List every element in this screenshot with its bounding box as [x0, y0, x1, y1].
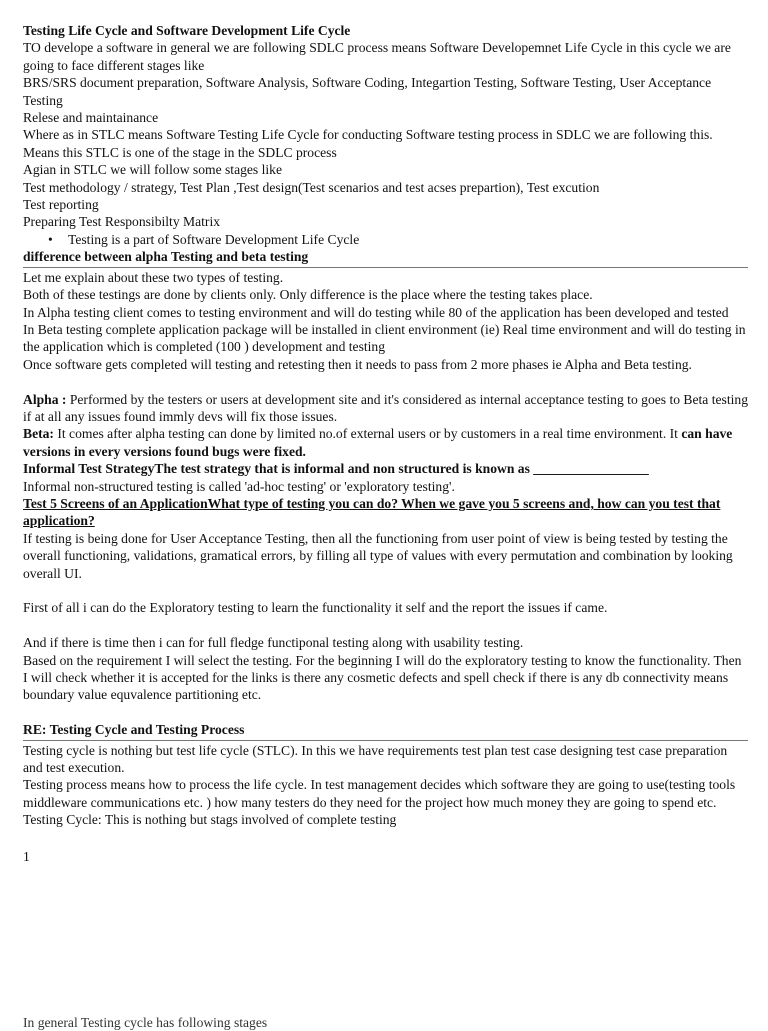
alpha-paragraph: [23, 391, 748, 426]
paragraph: Based on the requirement I will select the testing. For the beginning I will do the exploratory testing to know the functionality. Then I will check whether it is accepted for the links is there any cosmetic defects and spell check if there is any db connectivity means boundary value equvalence partitioning etc.: [23, 652, 742, 703]
paragraph: Test methodology / strategy, Test Plan ,Test design(Test scenarios and test acses prepartion), Test excution: [23, 179, 600, 195]
paragraph: BRS/SRS document preparation, Software Analysis, Software Coding, Integartion Testing, Software Testing, User Acceptance Testing: [23, 75, 712, 108]
paragraph: In Beta testing complete application package will be installed in client environment (ie) Real time environment and will do testing in the application which is completed (100 ) development and testing: [23, 321, 746, 355]
bullet-list: [23, 231, 748, 248]
blank-line: [23, 704, 748, 721]
page-number: 1: [23, 848, 30, 864]
bullet-icon: •: [48, 231, 53, 247]
paragraph: Once software gets completed will testing and retesting then it needs to pass from 2 more phases ie Alpha and Beta testing.: [23, 356, 692, 372]
paragraph: Testing Cycle: This is nothing but stags involved of complete testing: [23, 812, 397, 828]
beta-text: It comes after alpha testing can done by limited no.of external users or by customers in a real time environment. It: [53, 426, 682, 442]
paragraph: Agian in STLC we will follow some stages like: [23, 162, 283, 178]
section-title-alpha-beta: difference between alpha Testing and beta testing: [23, 248, 748, 267]
beta-bold-tail: can have versions in every versions found bugs were fixed.: [23, 426, 733, 459]
section-title-lifecycle: Testing Life Cycle and Software Development Life Cycle: [23, 23, 351, 38]
paragraph: Relese and maintainance: [23, 110, 159, 126]
section-title-testing-cycle: RE: Testing Cycle and Testing Process: [23, 721, 748, 740]
paragraph: And if there is time then i can for full fledge functiponal testing along with usability testing.: [23, 635, 524, 651]
informal-strategy-heading: Informal Test StrategyThe test strategy that is informal and non structured is known as _________________: [23, 461, 649, 477]
paragraph: In Alpha testing client comes to testing environment and will do testing while 80 of the application has been developed and tested: [23, 304, 729, 320]
paragraph: Test reporting: [23, 197, 99, 213]
section-title-five-screens: Test 5 Screens of an ApplicationWhat type of testing you can do? When we gave you 5 screens and, how can you test that application?: [23, 495, 721, 529]
next-page-fragment: In general Testing cycle has following stages: [23, 1015, 268, 1030]
alpha-label: Alpha :: [23, 391, 67, 407]
paragraph: Preparing Test Responsibilty Matrix: [23, 214, 221, 230]
paragraph: Where as in STLC means Software Testing Life Cycle for conducting Software testing process in SDLC we are following this.: [23, 127, 713, 143]
paragraph: TO develope a software in general we are following SDLC process means Software Developemnet Life Cycle in this cycle we are going to face different stages like: [23, 40, 731, 73]
blank-line: [23, 617, 748, 634]
alpha-text: Performed by the testers or users at development site and it's considered as internal acceptance testing to goes to Beta testing if at all any issues found immly devs will fix those issues.: [23, 391, 748, 424]
beta-label: Beta:: [23, 426, 54, 442]
paragraph: Testing process means how to process the life cycle. In test management decides which software they are going to use(testing tools middleware communications etc. ) how many testers do they need for the project how much money they are going to spend etc.: [23, 777, 736, 810]
paragraph: If testing is being done for User Acceptance Testing, then all the functioning from user point of view is being tested by testing the overall functioning, validations, gramatical errors, by filling all type of values with every permutation and combination by looking overall UI.: [23, 530, 733, 581]
beta-paragraph: [23, 425, 748, 460]
paragraph: Let me explain about these two types of testing.: [23, 269, 284, 285]
list-item-text: Testing is a part of Software Development Life Cycle: [68, 231, 360, 247]
paragraph: Both of these testings are done by clients only. Only difference is the place where the testing takes place.: [23, 287, 593, 303]
paragraph: First of all i can do the Exploratory testing to learn the functionality it self and the report the issues if came.: [23, 600, 608, 616]
blank-line: [23, 373, 748, 390]
paragraph: Means this STLC is one of the stage in the SDLC process: [23, 144, 337, 160]
list-item: [48, 231, 748, 248]
blank-line: [23, 582, 748, 599]
paragraph: Testing cycle is nothing but test life cycle (STLC). In this we have requirements test plan test case designing test case preparation and test execution.: [23, 742, 728, 775]
paragraph: Informal non-structured testing is called 'ad-hoc testing' or 'exploratory testing'.: [23, 478, 455, 494]
